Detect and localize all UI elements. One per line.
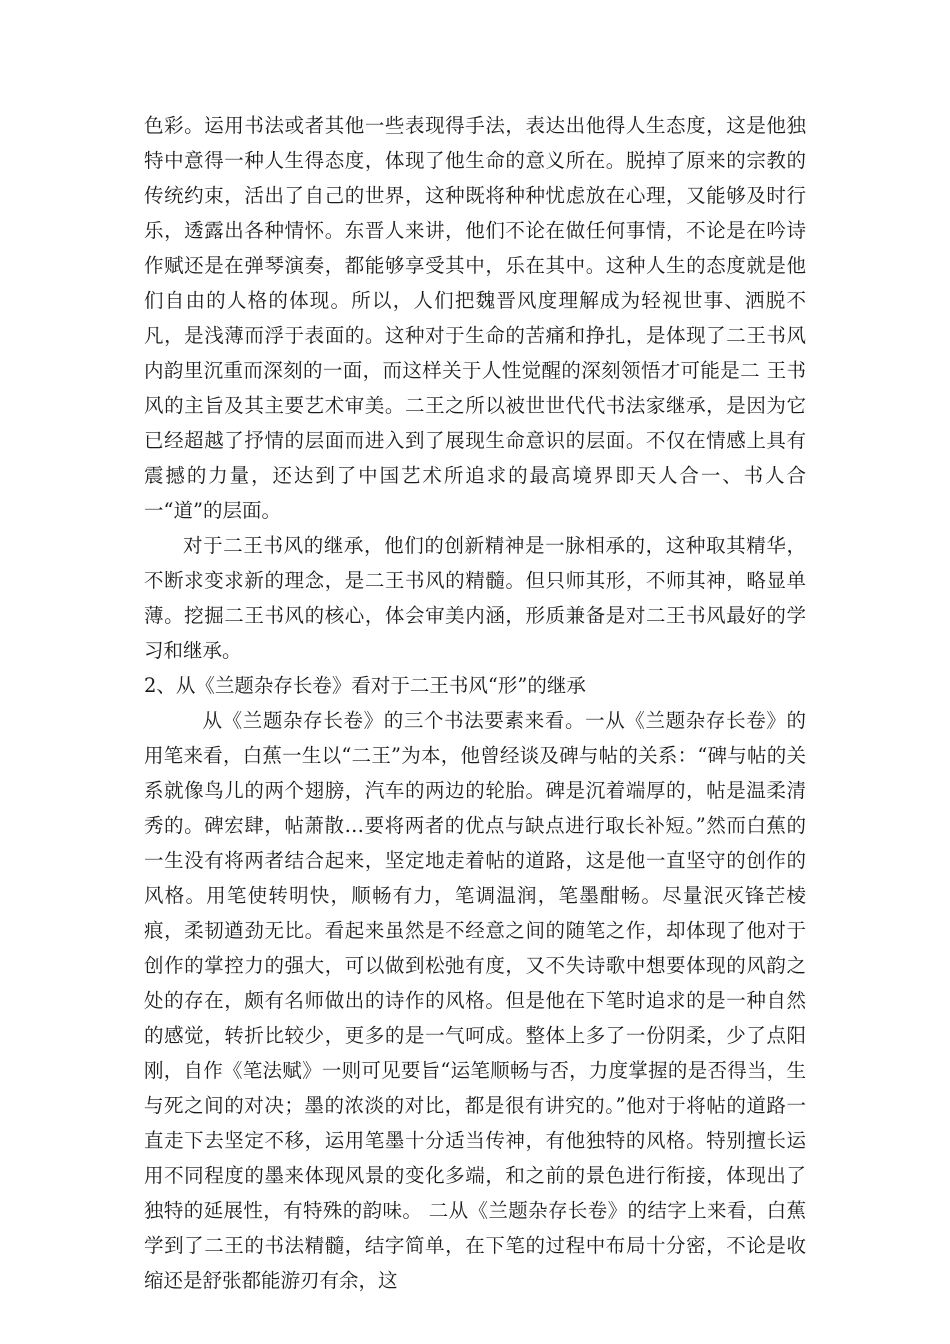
section-heading: 2、从《兰题杂存长卷》看对于二王书风“形”的继承: [144, 674, 586, 697]
paragraph-brushwork: 从《兰题杂存长卷》的三个书法要素来看。一从《兰题杂存长卷》的用笔来看，白蕉一生以“二王”为本，他曾经谈及碑与帖的关系：“碑与帖的关系就像鸟儿的两个翅膀，汽车的两边的轮胎。碑是沉着端厚的，帖是温柔清秀的。碑宏肆，帖萧散…要将两者的优点与缺点进行取长补短。”然而白蕉的一生没有将两者结合起来，坚定地走着帖的道路，这是他一直坚守的创作的风格。用笔使转明快，顺畅有力，笔调温润，笔墨酣畅。尽量泯灭锋芒棱痕，柔韧遒劲无比。看起来虽然是不经意之间的随笔之作，却体现了他对于创作的掌控力的强大，可以做到松弛有度，又不失诗歌中想要体现的风韵之处的存在，颇有名师做出的诗作的风格。但是他在下笔时追求的是一种自然的感觉，转折比较少，更多的是一气呵成。整体上多了一份阴柔，少了点阳刚，自作《笔法赋》一则可见要旨“运笔顺畅与否，力度掌握的是否得当，生与死之间的对决；墨的浓淡的对比，都是很有讲究的。”他对于将帖的道路一直走下去坚定不移，运用笔墨十分适当传神，有他独特的风格。特别擅长运用不同程度的墨来体现风景的变化多端，和之前的景色进行衔接，体现出了独特的延展性，有特殊的韵味。 二从《兰题杂存长卷》的结字上来看，白蕉学到了二王的书法精髓，结字简单，在下笔的过程中布局十分密，不论是收缩还是舒张都能游刃有余，这: [144, 709, 806, 1292]
paragraph-inheritance: 对于二王书风的继承，他们的创新精神是一脉相承的，这种取其精华，不断求变求新的理念，是二王书风的精髓。但只师其形，不师其神，略显单薄。挖掘二王书风的核心，体会审美内涵，形质兼备是对二王书风最好的学习和继承。: [144, 534, 806, 662]
document-body: [144, 108, 806, 1298]
paragraph-continuation: 色彩。运用书法或者其他一些表现得手法，表达出他得人生态度，这是他独特中意得一种人生得态度，体现了他生命的意义所在。脱掉了原来的宗教的传统约束，活出了自己的世界，这种既将种种忧虑放在心理，又能够及时行乐，透露出各种情怀。东晋人来讲，他们不论在做任何事情，不论是在吟诗作赋还是在弹琴演奏，都能够享受其中，乐在其中。这种人生的态度就是他们自由的人格的体现。所以，人们把魏晋风度理解成为轻视世事、洒脱不凡，是浅薄而浮于表面的。这种对于生命的苦痛和挣扎，是体现了二王书风内韵里沉重而深刻的一面，而这样关于人性觉醒的深刻领悟才可能是二 王书风的主旨及其主要艺术审美。二王之所以被世世代代书法家继承，是因为它已经超越了抒情的层面而进入到了展现生命意识的层面。不仅在情感上具有震撼的力量，还达到了中国艺术所追求的最高境界即天人合一、书人合一“道”的层面。: [144, 114, 806, 522]
